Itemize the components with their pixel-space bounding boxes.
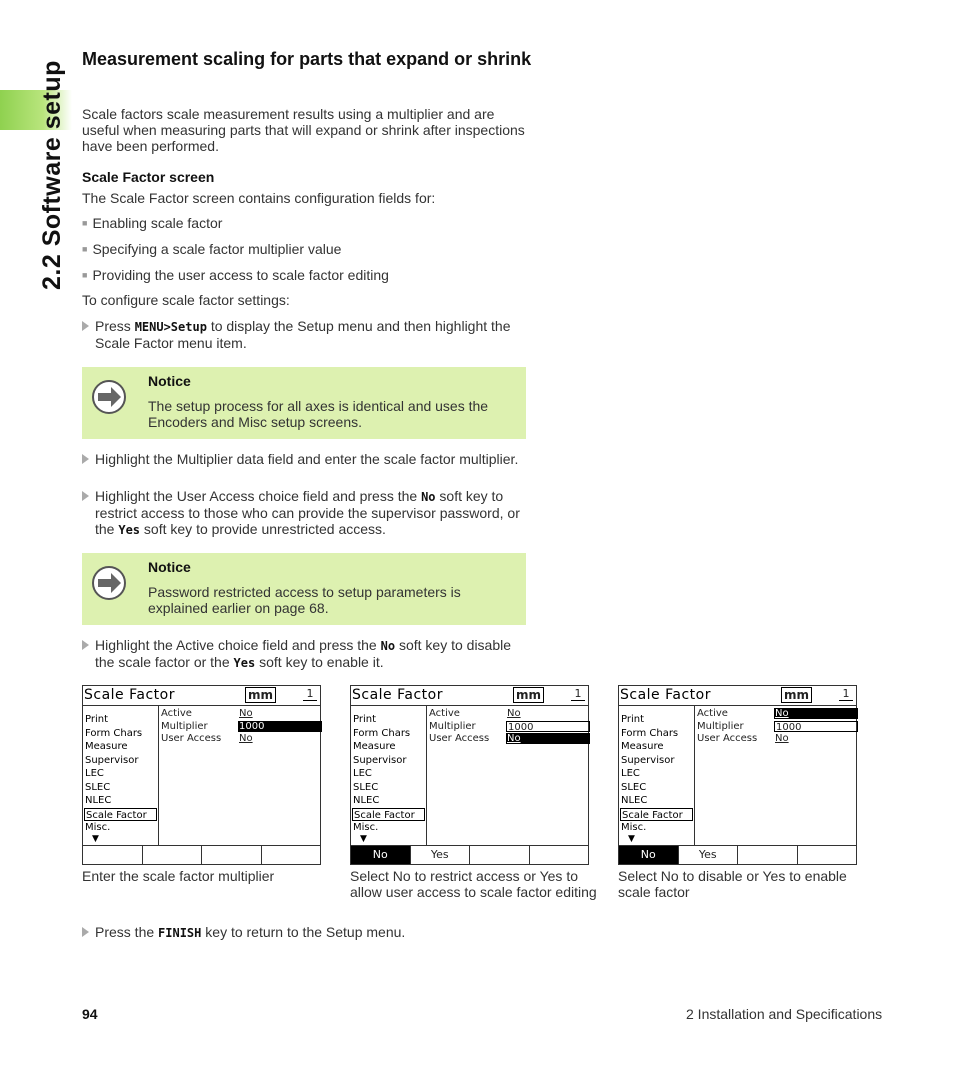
user-access-field[interactable]: No xyxy=(775,733,789,744)
step-arrow-icon xyxy=(82,927,89,937)
menu-item-print[interactable]: Print xyxy=(85,714,109,725)
softkey-yes[interactable]: Yes xyxy=(411,846,471,864)
menu-item-supervisor[interactable]: Supervisor xyxy=(353,754,407,766)
footer-chapter-title: 2 Installation and Specifications xyxy=(686,1006,883,1022)
softkey-4[interactable] xyxy=(798,846,857,864)
menu-item-slec[interactable]: SLEC xyxy=(85,781,111,793)
screen-title: Scale Factor xyxy=(352,687,443,703)
axis-indicator: 1 xyxy=(838,687,854,701)
menu-item-nlec[interactable]: NLEC xyxy=(85,795,112,806)
arrow-right-circle-icon xyxy=(91,379,127,415)
step-arrow-icon xyxy=(82,640,89,650)
notice-box xyxy=(82,553,526,625)
fields-intro: The Scale Factor screen contains configuration fields for: xyxy=(82,190,436,206)
menu-item-lec[interactable]: LEC xyxy=(85,768,104,779)
setup-menu xyxy=(84,713,158,844)
notice-title: Notice xyxy=(148,559,191,575)
softkey-bar xyxy=(83,845,320,864)
unit-indicator: mm xyxy=(245,687,276,703)
step-2: Highlight the Multiplier data field and enter the scale factor multiplier. xyxy=(82,451,527,467)
step-5: Press the FINISH key to return to the Setup menu. xyxy=(82,924,527,941)
field-label-active: Active xyxy=(161,708,192,719)
step-arrow-icon xyxy=(82,321,89,331)
scale-factor-screen xyxy=(82,685,321,865)
field-label-user-access: User Access xyxy=(161,733,222,744)
notice-title: Notice xyxy=(148,373,191,389)
softkey-3[interactable] xyxy=(470,846,530,864)
scale-factor-screen xyxy=(618,685,857,865)
menu-item-print[interactable]: Print xyxy=(621,714,645,725)
active-field[interactable]: No xyxy=(774,708,858,719)
menu-item-misc[interactable]: Misc. xyxy=(353,822,379,833)
screen-caption: Select No to restrict access or Yes to allow user access to scale factor editing xyxy=(350,868,597,900)
setup-menu xyxy=(352,713,426,844)
chapter-tab-label: 2.2 Software setup xyxy=(38,60,66,290)
multiplier-field[interactable]: 1000 xyxy=(774,721,858,732)
screen-title: Scale Factor xyxy=(620,687,711,703)
field-label-user-access: User Access xyxy=(429,733,490,744)
field-label-user-access: User Access xyxy=(697,733,758,744)
key-name: No xyxy=(380,639,396,653)
menu-item-print[interactable]: Print xyxy=(353,714,377,725)
scale-factor-screen xyxy=(350,685,589,865)
softkey-no[interactable]: No xyxy=(351,846,411,864)
notice-body: The setup process for all axes is identical and uses the Encoders and Misc setup screens. xyxy=(148,398,489,430)
bullet-item: ■ Specifying a scale factor multiplier value xyxy=(82,241,341,259)
softkey-4[interactable] xyxy=(262,846,321,864)
page-number: 94 xyxy=(82,1006,98,1022)
step-arrow-icon xyxy=(82,454,89,464)
menu-item-nlec[interactable]: NLEC xyxy=(353,795,380,806)
menu-item-misc[interactable]: Misc. xyxy=(85,822,111,833)
screen-caption: Enter the scale factor multiplier xyxy=(82,868,275,884)
unit-indicator: mm xyxy=(513,687,544,703)
key-name: Yes xyxy=(118,523,141,537)
menu-item-scale-factor[interactable]: Scale Factor xyxy=(352,808,425,822)
softkey-bar xyxy=(619,845,856,864)
chevron-down-icon: ▼ xyxy=(360,833,367,844)
unit-indicator: mm xyxy=(781,687,812,703)
active-field[interactable]: No xyxy=(239,708,253,719)
chapter-tab xyxy=(8,50,68,290)
softkey-1[interactable] xyxy=(83,846,143,864)
step-1: Press MENU>Setup to display the Setup menu and then highlight the Scale Factor menu item. xyxy=(82,318,527,351)
menu-item-supervisor[interactable]: Supervisor xyxy=(85,754,139,766)
step-3: Highlight the User Access choice field and press the No soft key to restrict access to those who can provide the supervisor password, or the Yes soft key to provide unrestricted access. xyxy=(82,488,527,538)
softkey-yes[interactable]: Yes xyxy=(679,846,739,864)
notice-box xyxy=(82,367,526,439)
key-name: FINISH xyxy=(158,926,202,940)
step-arrow-icon xyxy=(82,491,89,501)
arrow-right-circle-icon xyxy=(91,565,127,601)
setup-menu xyxy=(620,713,694,844)
field-label-multiplier: Multiplier xyxy=(161,720,208,732)
menu-item-scale-factor[interactable]: Scale Factor xyxy=(84,808,157,822)
screen-caption: Select No to disable or Yes to enable scale factor xyxy=(618,868,847,900)
menu-item-form-chars[interactable]: Form Chars xyxy=(85,727,143,739)
chevron-down-icon: ▼ xyxy=(628,833,635,844)
step-4: Highlight the Active choice field and press the No soft key to disable the scale factor or the Yes soft key to enable it. xyxy=(82,637,527,671)
field-label-multiplier: Multiplier xyxy=(697,720,744,732)
menu-item-slec[interactable]: SLEC xyxy=(353,781,379,793)
screen-title: Scale Factor xyxy=(84,687,175,703)
menu-item-measure[interactable]: Measure xyxy=(621,741,664,752)
softkey-no[interactable]: No xyxy=(619,846,679,864)
menu-item-measure[interactable]: Measure xyxy=(353,741,396,752)
active-field[interactable]: No xyxy=(507,708,521,719)
field-label-active: Active xyxy=(429,708,460,719)
softkey-3[interactable] xyxy=(202,846,262,864)
intro-paragraph: Scale factors scale measurement results using a multiplier and are useful when measuring parts that will expand or shrink after inspections have been performed. xyxy=(82,106,525,154)
menu-item-measure[interactable]: Measure xyxy=(85,741,128,752)
user-access-field[interactable]: No xyxy=(506,733,590,744)
key-name: MENU>Setup xyxy=(134,320,207,334)
menu-item-lec[interactable]: LEC xyxy=(621,768,640,779)
key-name: Yes xyxy=(233,656,256,670)
menu-item-form-chars[interactable]: Form Chars xyxy=(621,727,679,739)
section-heading: Measurement scaling for parts that expand or shrink xyxy=(82,49,532,69)
menu-item-misc[interactable]: Misc. xyxy=(621,822,647,833)
user-access-field[interactable]: No xyxy=(239,733,253,744)
notice-body: Password restricted access to setup parameters is explained earlier on page 68. xyxy=(148,584,461,616)
axis-indicator: 1 xyxy=(302,687,318,701)
subheading: Scale Factor screen xyxy=(82,169,215,185)
field-label-multiplier: Multiplier xyxy=(429,720,476,732)
axis-indicator: 1 xyxy=(570,687,586,701)
field-label-active: Active xyxy=(697,708,728,719)
chevron-down-icon: ▼ xyxy=(92,833,99,844)
menu-item-nlec[interactable]: NLEC xyxy=(621,795,648,806)
softkey-4[interactable] xyxy=(530,846,589,864)
menu-item-supervisor[interactable]: Supervisor xyxy=(621,754,675,766)
softkey-bar xyxy=(351,845,588,864)
configure-intro: To configure scale factor settings: xyxy=(82,292,290,308)
key-name: No xyxy=(421,490,436,504)
softkey-2[interactable] xyxy=(143,846,203,864)
menu-item-slec[interactable]: SLEC xyxy=(621,781,647,793)
menu-item-lec[interactable]: LEC xyxy=(353,768,372,779)
menu-item-scale-factor[interactable]: Scale Factor xyxy=(620,808,693,822)
softkey-3[interactable] xyxy=(738,846,798,864)
bullet-item: ■ Enabling scale factor xyxy=(82,215,222,233)
multiplier-field[interactable]: 1000 xyxy=(506,721,590,732)
bullet-item: ■ Providing the user access to scale factor editing xyxy=(82,267,389,285)
multiplier-field[interactable]: 1000 xyxy=(238,721,322,732)
menu-item-form-chars[interactable]: Form Chars xyxy=(353,727,411,739)
